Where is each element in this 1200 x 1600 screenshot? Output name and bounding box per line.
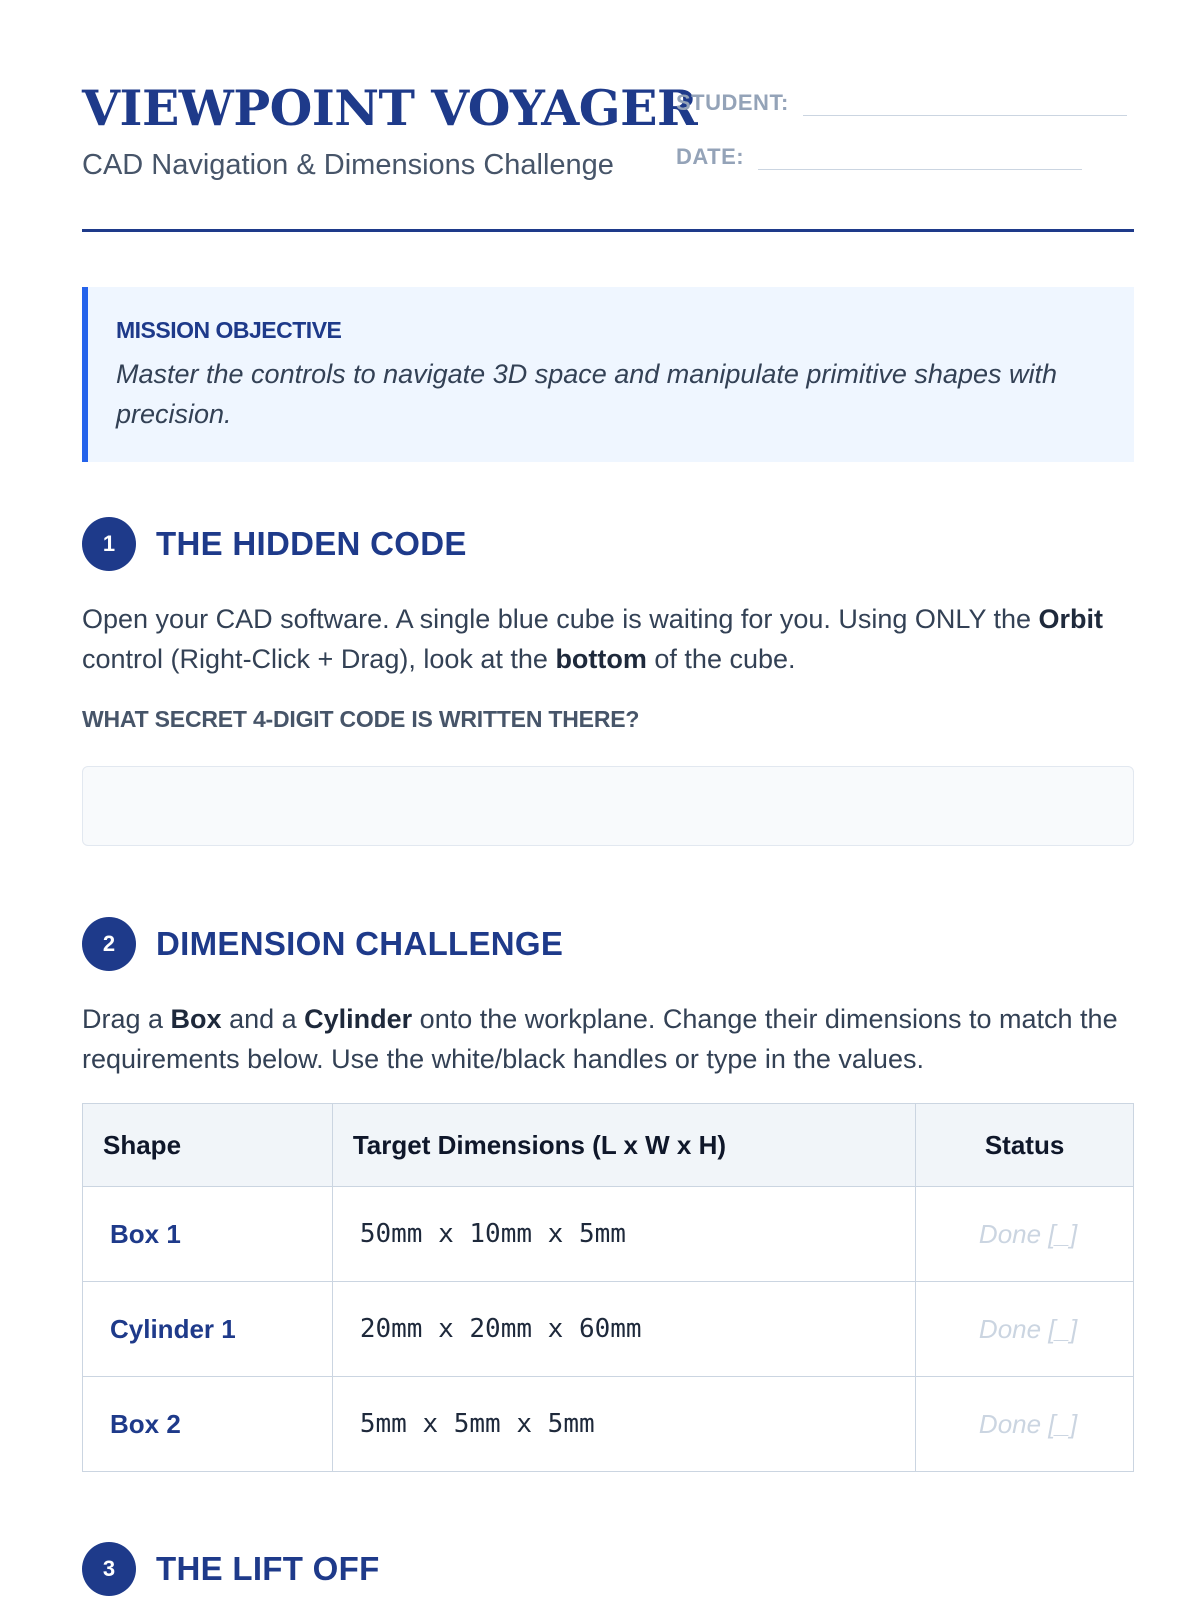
text-run: Drag a: [82, 1004, 171, 1034]
section-1-number-badge: 1: [82, 517, 136, 571]
dimensions-table: [82, 1103, 1134, 1472]
section-2-heading: [82, 917, 563, 971]
mission-label: MISSION OBJECTIVE: [116, 317, 342, 343]
student-label: STUDENT:: [676, 90, 789, 115]
student-field[interactable]: [676, 90, 1127, 116]
table-row: [83, 1282, 1134, 1377]
text-run: Open your CAD software. A single blue cube is waiting for you. Using ONLY the: [82, 604, 1039, 634]
secret-code-question: WHAT SECRET 4-DIGIT CODE IS WRITTEN THERE?: [82, 706, 640, 732]
target-dimensions-cell: 20mm x 20mm x 60mm: [332, 1282, 915, 1377]
column-header-target: Target Dimensions (L x W x H): [332, 1104, 915, 1187]
table-row: [83, 1377, 1134, 1472]
mission-objective-box: [82, 287, 1134, 462]
section-3-heading: [82, 1542, 380, 1596]
shape-cell: Cylinder 1: [83, 1282, 333, 1377]
worksheet-page: [82, 0, 1134, 1587]
table-row: [83, 1187, 1134, 1282]
shape-cell: Box 2: [83, 1377, 333, 1472]
box-keyword: Box: [170, 1004, 222, 1034]
section-1-title: THE HIDDEN CODE: [156, 525, 467, 562]
page-title: VIEWPOINT VOYAGER: [82, 79, 698, 137]
column-header-status: Status: [916, 1104, 1134, 1187]
date-field[interactable]: [676, 144, 1082, 170]
text-run: control (Right-Click + Drag), look at the: [82, 644, 556, 674]
cylinder-keyword: Cylinder: [304, 1004, 413, 1034]
target-dimensions-cell: 50mm x 10mm x 5mm: [332, 1187, 915, 1282]
status-checkbox[interactable]: Done [_]: [916, 1282, 1134, 1377]
section-2-number-badge: 2: [82, 917, 136, 971]
section-2-instructions: [82, 999, 1134, 1079]
section-2-title: DIMENSION CHALLENGE: [156, 925, 564, 962]
target-dimensions-cell: 5mm x 5mm x 5mm: [332, 1377, 915, 1472]
column-header-shape: Shape: [83, 1104, 333, 1187]
page-subtitle: CAD Navigation & Dimensions Challenge: [82, 149, 614, 181]
orbit-keyword: Orbit: [1038, 604, 1103, 634]
text-run: onto the workplane. Change their dimensions to match the requirements below. Use the white/black handles or type in the values.: [82, 1004, 1118, 1074]
text-run: of the cube.: [646, 644, 796, 674]
student-line[interactable]: [803, 91, 1127, 116]
text-run: and a: [221, 1004, 305, 1034]
status-checkbox[interactable]: Done [_]: [916, 1187, 1134, 1282]
status-checkbox[interactable]: Done [_]: [916, 1377, 1134, 1472]
section-1-instructions: [82, 599, 1134, 679]
table-header-row: [83, 1104, 1134, 1187]
section-1-heading: [82, 517, 467, 571]
shape-cell: Box 1: [83, 1187, 333, 1282]
section-3-number-badge: 3: [82, 1542, 136, 1596]
date-label: DATE:: [676, 144, 745, 169]
worksheet-header: [82, 0, 1134, 232]
section-3-title: THE LIFT OFF: [156, 1550, 380, 1587]
secret-code-answer-box[interactable]: [82, 766, 1134, 846]
mission-text: Master the controls to navigate 3D space and manipulate primitive shapes with precision.: [116, 359, 1057, 429]
date-line[interactable]: [758, 145, 1082, 170]
bottom-keyword: bottom: [555, 644, 647, 674]
